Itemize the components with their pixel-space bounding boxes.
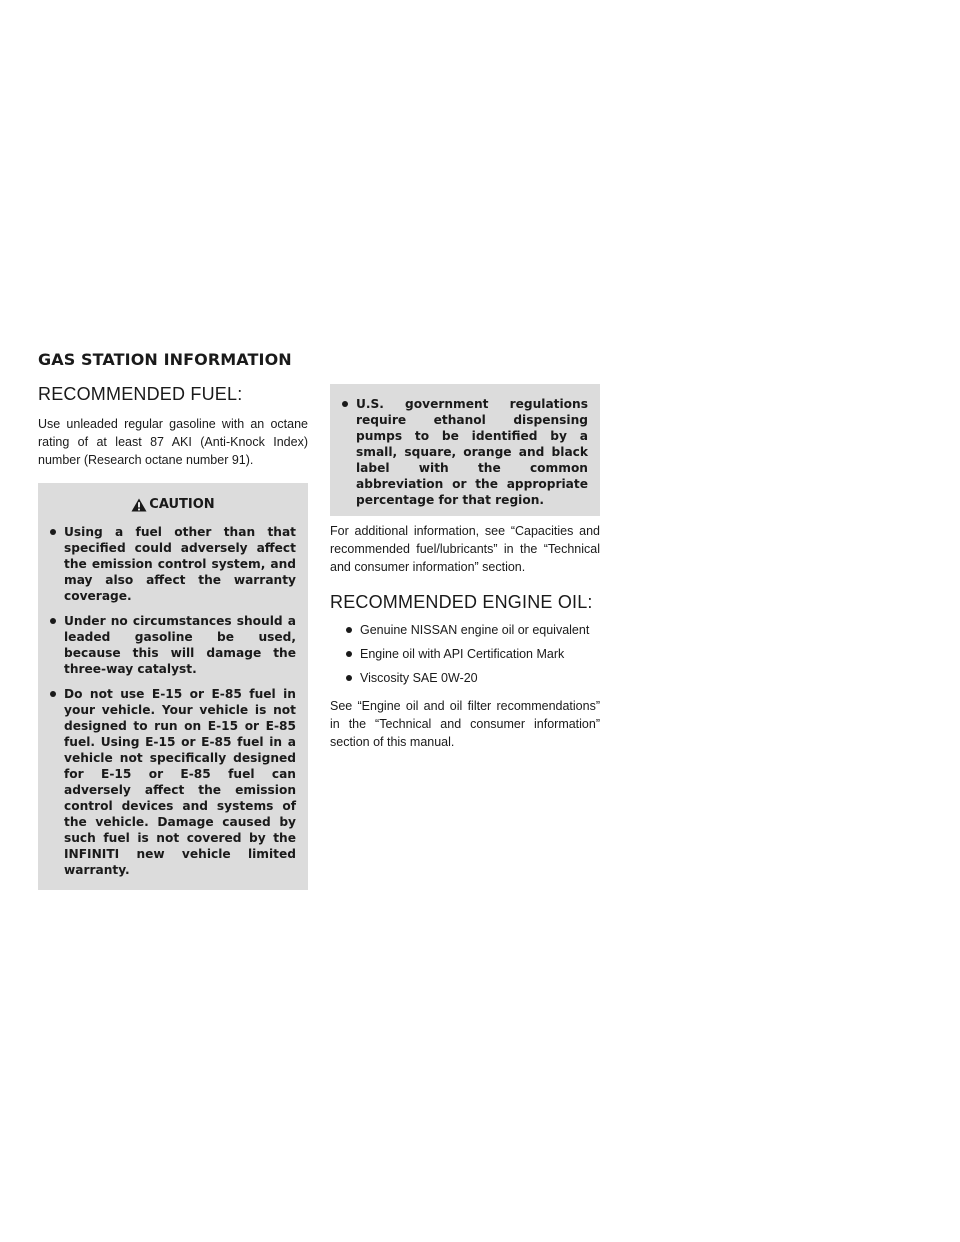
caution-list xyxy=(50,524,296,878)
caution-item xyxy=(50,524,296,604)
caution-list-continued xyxy=(342,396,588,508)
caution-box xyxy=(38,483,308,890)
caution-item-text: Using a fuel other than that specified could adversely affect the emission control system, and may also affect the warranty coverage. xyxy=(64,525,296,603)
engine-oil-item-text: Engine oil with API Certification Mark xyxy=(360,647,565,661)
caution-item xyxy=(50,686,296,878)
caution-item-text: Do not use E-15 or E-85 fuel in your vehicle. Your vehicle is not designed to run on E-15 or E-85 fuel. Using E-15 or E-85 fuel in a vehicle not specifically designed for E-15 or E-85 fuel can adversely affect the emission control devices and systems of the vehicle. Damage caused by such fuel is not covered by the INFINITI new vehicle limited warranty. xyxy=(64,687,296,877)
fuel-more-info: For additional information, see “Capacities and recommended fuel/lubricants” in the “Technical and consumer information” section. xyxy=(330,524,600,574)
caution-label: CAUTION xyxy=(149,497,215,512)
bullet-icon xyxy=(50,529,56,535)
caution-header xyxy=(50,497,296,512)
section-title: GAS STATION INFORMATION xyxy=(38,350,292,369)
bullet-icon xyxy=(346,651,352,657)
bullet-icon xyxy=(342,401,348,407)
recommended-engine-oil-heading: RECOMMENDED ENGINE OIL: xyxy=(330,592,593,612)
engine-oil-see-also: See “Engine oil and oil filter recommendations” in the “Technical and consumer information” section of this manual. xyxy=(330,699,600,749)
engine-oil-item-text: Genuine NISSAN engine oil or equivalent xyxy=(360,623,590,637)
engine-oil-item xyxy=(330,671,600,685)
engine-oil-item xyxy=(330,647,600,661)
engine-oil-item-text: Viscosity SAE 0W-20 xyxy=(360,671,478,685)
bullet-icon xyxy=(346,675,352,681)
recommended-fuel-heading: RECOMMENDED FUEL: xyxy=(38,384,243,404)
bullet-icon xyxy=(346,627,352,633)
caution-item xyxy=(342,396,588,508)
caution-box-continued xyxy=(330,384,600,516)
left-column xyxy=(38,384,308,890)
caution-item-text: Under no circumstances should a leaded gasoline be used, because this will damage the three-way catalyst. xyxy=(64,614,296,676)
bullet-icon xyxy=(50,618,56,624)
warning-triangle-icon xyxy=(131,498,147,512)
right-column xyxy=(330,384,600,761)
engine-oil-list xyxy=(330,623,600,685)
bullet-icon xyxy=(50,691,56,697)
caution-item-text: U.S. government regulations require ethanol dispensing pumps to be identified by a small, square, orange and black label with the common abbreviation or the appropriate percentage for that region. xyxy=(356,397,588,507)
engine-oil-item xyxy=(330,623,600,637)
caution-item xyxy=(50,613,296,677)
fuel-intro: Use unleaded regular gasoline with an octane rating of at least 87 AKI (Anti-Knock Index) number (Research octane number 91). xyxy=(38,417,308,467)
